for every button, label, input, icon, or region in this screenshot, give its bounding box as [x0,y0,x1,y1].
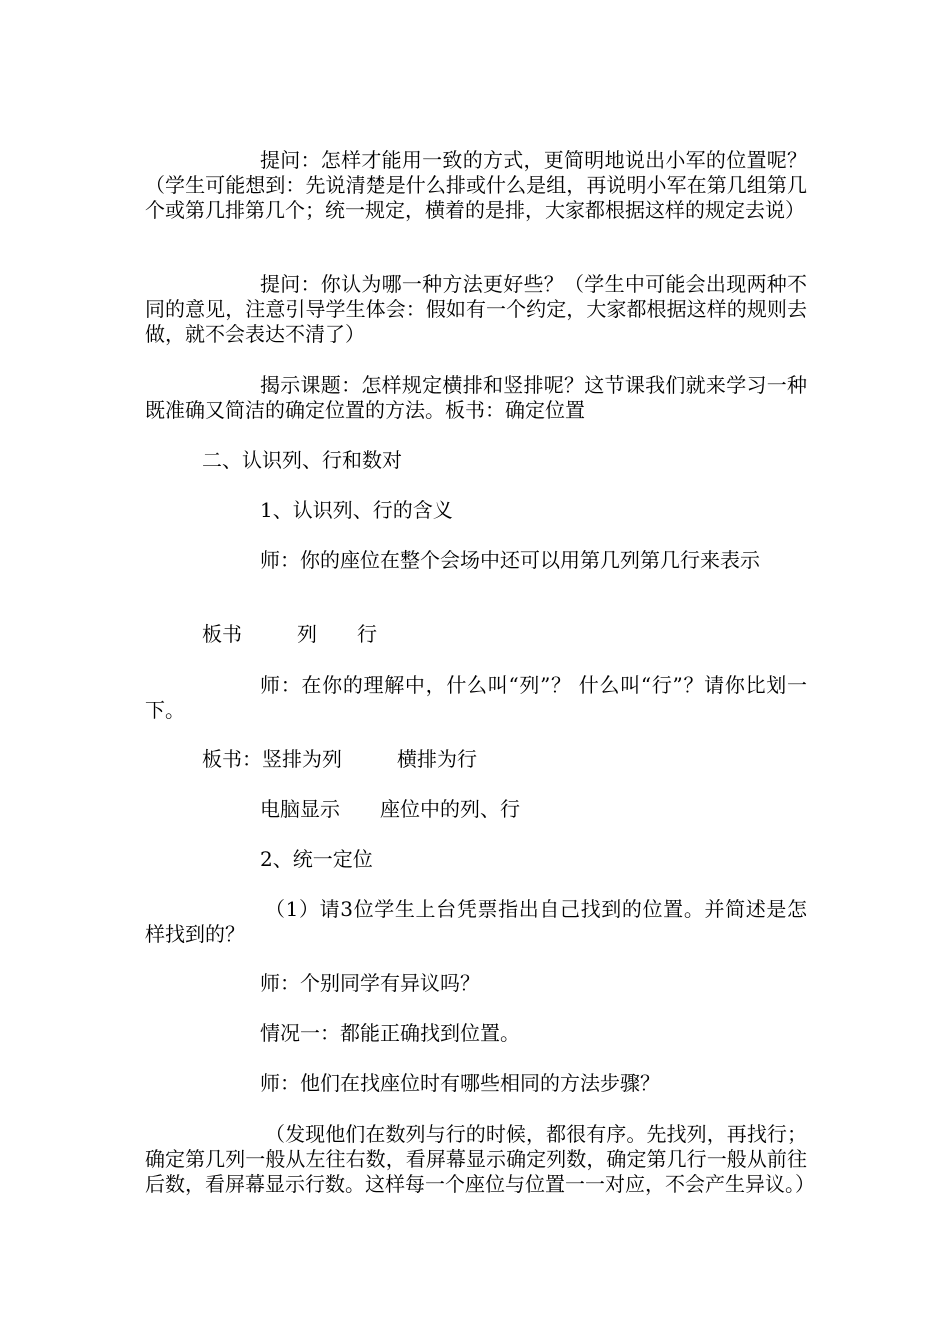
board-horizontal-rule: 横排为行 [397,747,477,771]
paragraph-teacher-objection: 师：个别同学有异议吗？ [260,971,480,995]
paragraph-question-2: 提问：你认为哪一种方法更好些？（学生中可能会出现两种不同的意见，注意引导学生体会：假如有一个约定，大家都根据这样的规则去做，就不会表达不清了） [145,272,807,346]
paragraph-case-one: 情况一：都能正确找到位置。 [260,1021,520,1045]
section-heading-2: 二、认识列、行和数对 [202,448,402,472]
paragraph-question-1: 提问：怎样才能用一致的方式，更简明地说出小军的位置呢？（学生可能想到：先说清楚是什么排或什么是组，再说明小军在第几组第几个或第几排第几个；统一规定，横着的是排，大家都根据这样的规定去说） [145,148,807,222]
paragraph-board-writing-2 [145,747,807,772]
paragraph-reveal-topic: 揭示课题：怎样规定横排和竖排呢？这节课我们就来学习一种既准确又简洁的确定位置的方法。板书：确定位置 [145,373,807,422]
board-column-word: 列 [297,622,317,646]
paragraph-computer-display [145,797,807,822]
paragraph-teacher-understanding: 师：在你的理解中，什么叫“列”？ 什么叫“行”？请你比划一下。 [145,673,807,722]
subsection-heading-1: 1、认识列、行的含义 [260,498,453,522]
display-content: 座位中的列、行 [380,797,520,821]
subsection-heading-2: 2、统一定位 [260,847,373,871]
paragraph-activity-1: （1）请3位学生上台凭票指出自己找到的位置。并简述是怎样找到的？ [145,897,807,946]
board-row-word: 行 [357,622,377,646]
paragraph-board-writing-1 [145,622,807,647]
display-label: 电脑显示 [260,797,340,821]
paragraph-teacher-seat: 师：你的座位在整个会场中还可以用第几列第几行来表示 [260,548,760,572]
paragraph-discovery: （发现他们在数列与行的时候，都很有序。先找列，再找行；确定第几列一般从左往右数，看屏幕显示确定列数，确定第几行一般从前往后数，看屏幕显示行数。这样每一个座位与位置一一对应，不会产生异议。） [145,1122,815,1196]
board-label: 板书 [202,622,242,646]
board-vertical-rule: 板书：竖排为列 [202,747,342,771]
paragraph-teacher-steps: 师：他们在找座位时有哪些相同的方法步骤？ [260,1071,660,1095]
